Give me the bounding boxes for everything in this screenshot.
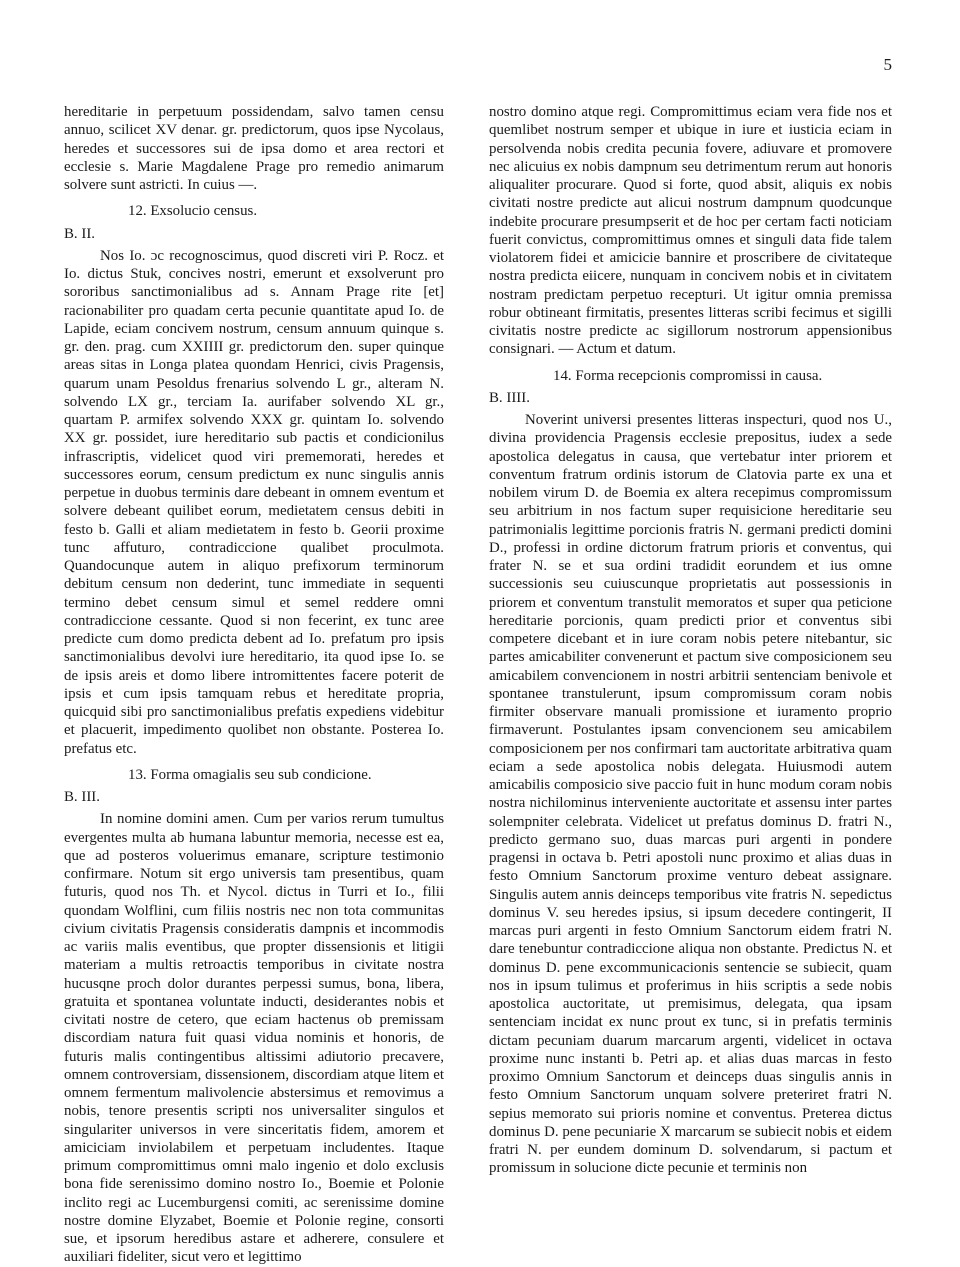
source-siglum-12: B. II.	[64, 225, 96, 242]
paragraph-continuation-right: nostro domino atque regi. Compromittimus eciam vera fide nos et quemlibet nostrum semper et ubique in iure et iusticia eciam in persolvenda nobis credita pecunia fovere, adiuvare et promovere nec alicuius ex nobis dampnum seu detrimentum rerum aut honoris aliqualiter procurare. Quod si forte, quod absit, aliquis ex nobis civitati nostre predicte aut alicui nostrum dampnum quodcunque indebite procurare presumpserit et de hoc per certam facti noticiam fuerit convictus, compromittimus omnes et singuli data fide talem violatorem fidei et amicicie bannire et proscribere de civitateque nostra predicta eiicere, nunquam in concivem nobis et in civitatem nostram predictam perpetuo recepturi. Ut igitur omnia premissa robur obtineant firmitatis, presentes litteras scribi fecimus et sigilli civitatis nostre predicte ac sigillorum nostrorum appensionibus consignari. — Actum et datum.	[489, 104, 892, 358]
paragraph-continuation: hereditarie in perpetuum possidendam, salvo tamen censu annuo, scilicet XV denar. gr. predictorum, quos ipse Nycolaus, heredes et successores sui de ipsa domo et area rectori et ecclesie s. Marie Magdalene Prage pro remedio animarum solvere sunt astricti. In cuius —.	[64, 104, 444, 193]
paragraph-12: Nos Io. ɔc recognoscimus, quod discreti viri P. Rocz. et Io. dictus Stuk, concives nostri, emerunt et exsolverunt pro sororibus sanctimonialibus ad s. Annam Prage rite [et] racionabiliter pro quadam certa pecunie quantitate apud Io. de Lapide, eciam concivem nostrum, censum annuum quinque s. gr. den. prag. cum XXIIII gr. predictorum den. super quinque areas sitas in Longa platea quondam Henrici, civis Pragensis, quarum unam Pesoldus frenarius solvendo L gr., alteram N. solvendo LX gr., terciam Ia. aurifaber solvendo XL gr., quartam P. armifex solvendo XXX gr. quintam Io. solvendo XX gr. possidet, iure hereditario sub pactis et condicionilus infrascriptis, videlicet quod viri prememorati, heredes et successores eorum, censum predictum ex nunc singulis annis perpetue in duobus terminis dare debeant in omnem eventum et solvere debeant quilibet eorum, medietatem census debiti in festo b. Galli et aliam medietatem in festo b. Georii proxime tunc affuturo, contradiccione qualibet proculmota. Quandocunque autem in aliquo prefixorum terminorum debitum censum non dederint, tunc immediate in sequenti termino debet censum simul et semel reddere omni contradiccione cessante. Quod si non fecerint, ex tunc aree predicte cum domo predicta debent ad Io. prefatum pro ipsis sanctimonialibus devolvi iure hereditario, ita quod ipse Io. se de ipsis areis et domo libere intromittentes facere poterit de ipsis et cum ipsis tamquam rebus et hereditate propria, quicquid sibi pro sanctimonialibus prefatis expediens videbitur et placuerit, impedimento quolibet non obstante. Posterea Io. prefatus etc.	[64, 247, 444, 757]
left-column	[64, 103, 444, 1267]
source-siglum-13: B. III.	[64, 789, 100, 805]
paragraph-13: In nomine domini amen. Cum per varios rerum tumultus evergentes multa ab humana labuntur memoria, necesse est ea, que ad posteros voluerimus emanare, scripture testimonio confirmare. Notum sit ergo universis tam presentibus, quam futuris, quod nos Th. et Nycol. dictus in Turri et Io., filii quondam Wolflini, cum filiis nostris nec non tota communitas civium civitatis Pragensis consideratis dampnis et incommodis ac variis malis eventibus, que propter dissensionis et litigii materiam a multis retroactis temporibus in civitate nostra hucusqne proch dolor durantes perpessi sumus, bona, libera, gratuita et spontanea voluntate inducti, desiderantes nobis et civitati nostre de cetero, que eciam hactenus ob premissam discordiam natura fuit quasi vidua nominis et honoris, de futuris malis contingentibus altissimi adiutorio precavere, omnem controversiam, dissensionem, discordiam atque litem et omnem fermentum malivolencie abstersimus et removimus a nobis, tenore presentis scripti nos universaliter singulos et singulariter universos in vere sinceritatis fidem, amorem et amiciciam inviolabilem et perpetuam includentes. Itaque primum compromittimus omni malo ingenio et dolo exclusis bona fide serenissimo domino nostro Io., Boemie et Polonie inclito regi ac Lucemburgensi comiti, ac serenissime domine nostre domine Elyzabet, Boemie et Polonie regine, consorti sue, et ipsorum heredibus astare et adherere, consulere et auxiliari fideliter, sicut vero et legittimo	[64, 811, 444, 1266]
paragraph-14: Noverint universi presentes litteras inspecturi, quod nos U., divina providencia Pragensis ecclesie prepositus, iudex a sede apostolica delegatus in causa, que vertebatur inter priorem et conventum fratrum ordinis istorum de Clatovia parte ex una et nobilem virum D. de Boemia ex altera recepimus compromissum seu arbitrium in nos factum super requisicione hereditarie seu patrimonialis legittime porcionis fratris N. germani predicti domini D., professi in ordine dictorum fratrum prioris et conventus, qui frater N. se et sua ordini tradidit eorundem et ius omne successionis seu cuiuscunque proprietatis aut possessionis in priorem et conventum transtulit memoratos et super qua peticione hereditarie porcionis, quam predicti prior et conventus sibi competere dicebant et in iure coram nobis petere nitebantur, sic partes amicabiliter convenerunt et pactum sive composicionem seu amicabilem convencionem in nostri arbitrii sentenciam benivole et spontanee transtulerunt, ipsum compromissum coram nobis firmiter observare manuali promissione et iuramento proprio firmaverunt. Postulantes ipsam convencionem seu amicabilem composicionem per nos confirmari tam auctoritate arbitrativa quam eciam a sede apostolica nobis delegata. Huiusmodi autem amicabilis composicio sive paccio fuit in hunc modum coram nobis nostra nichilominus interveniente auctoritate et assensu inter partes solempniter celebrata. Videlicet ut prefatus dominus D. fratri N., predicto germano suo, duas marcas puri argenti in pondere pragensi in octava b. Petri apostoli nunc proximo et alias duas in festo Omnium Sanctorum proxime venturo debeat assignare. Singulis autem annis deinceps temporibus vite fratris N. sepedictus dominus V. seu heredes ipsius, si ipsum decedere contingerit, II marcas puri argenti in festo Omnium Sanctorum eidem fratri N. dare tenebuntur contradiccione aliqua non obstante. Predictus N. et dominus D. pene excommunicacionis sentencie se subiecit, quam nos in ipsum tulimus et proferimus in hiis scriptis a sede nobis apostolica auctoritate, ut premisimus, delegata, qua ipsam sentenciam incidat ex nunc prout ex tunc, si in prefatis terminis dictam pecuniam duarum marcarum argenti, videlicet in octava proxime nunc instanti b. Petri ap. et alias duas marcas in festo proximo Omnium Sanctorum et deinceps duas singulis annis in festo Omnium Sanctorum unquam solvere preteriret fratri N. sepius memorato sui prioris nomine et conventus. Preterea dictus dominus D. pene pecuniarie X marcarum se subiecit nobis et eidem fratri N. per eundem dominum D. solvendarum, si pactum et promissum in solucione dicte pecunie et terminis non	[489, 412, 892, 1177]
page-number: 5	[883, 55, 892, 74]
section-heading-14: 14. Forma recepcionis compromissi in causa.	[553, 367, 823, 384]
right-column	[489, 103, 892, 1178]
source-siglum-14: B. IIII.	[489, 389, 530, 406]
section-heading-13: 13. Forma omagialis seu sub condicione.	[128, 766, 372, 783]
section-heading-12: 12. Exsolucio census.	[128, 203, 258, 220]
